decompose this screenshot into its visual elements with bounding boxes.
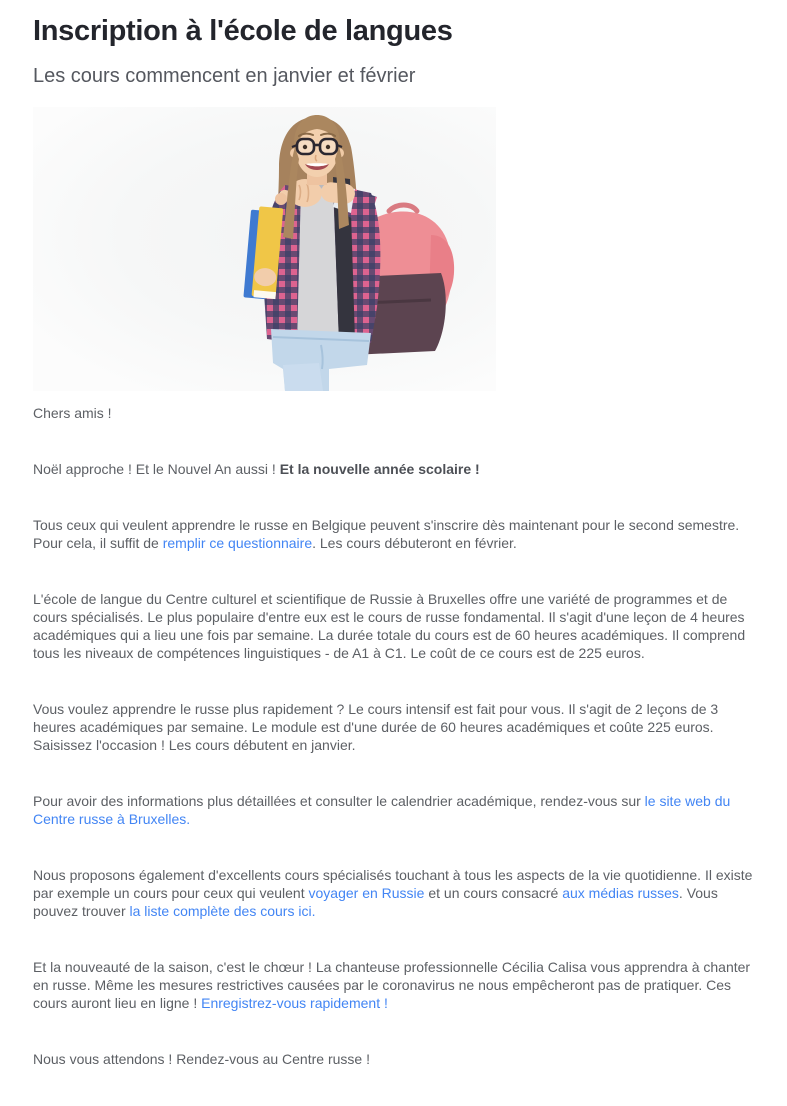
text-run: Chers amis ! [33, 405, 112, 421]
inline-link[interactable]: remplir ce questionnaire [162, 535, 313, 551]
paragraph [33, 792, 754, 828]
article-page [0, 14, 787, 1068]
page-title: Inscription à l'école de langues [33, 15, 453, 47]
text-run: Nous proposons également d'excellents cours spécialisés touchant à tous les aspects de la vie quotidienne. Il existe par exemple un cours pour ceux qui veulent [33, 867, 753, 901]
text-run: Nous vous attendons ! Rendez-vous au Centre russe ! [33, 1051, 370, 1067]
text-run: Vous voulez apprendre le russe plus rapidement ? Le cours intensif est fait pour vous. Il s'agit de 2 leçons de 3 heures académiques par semaine. Le module est d'une durée de 60 heures académiques et coûte 225 euros. Saisissez l'occasion ! Les cours débutent en janvier. [33, 701, 719, 753]
text-run: et un cours consacré [424, 885, 563, 901]
paragraph [33, 958, 754, 1012]
jeans [271, 329, 371, 391]
text-run: Tous ceux qui veulent apprendre le russe en Belgique peuvent s'inscrire dès maintenant pour le second semestre. Pour cela, il suffit de [33, 517, 740, 551]
hero-image [33, 107, 496, 391]
text-run: . Vous pouvez trouver [33, 885, 718, 919]
text-run: Et la nouveauté de la saison, c'est le chœur ! La chanteuse professionnelle Cécilia Calisa vous apprendra à chanter en russe. Même les mesures restrictives causées par le coronavirus ne nous empêcheront pas de pratiquer. Ces cours auront lieu en ligne ! [33, 959, 751, 1011]
paragraph [33, 866, 754, 920]
inline-link[interactable]: le site web du Centre russe à Bruxelles. [33, 793, 731, 827]
text-run: Noël approche ! Et le Nouvel An aussi ! [33, 461, 280, 477]
text-run: L'école de langue du Centre culturel et scientifique de Russie à Bruxelles offre une variété de programmes et de cours spécialisés. Le plus populaire d'entre eux est le cours de russe fondamental. Il s'agit d'une leçon de 4 heures académiques qui a lieu une fois par semaine. La durée totale du cours est de 60 heures académiques. Il comprend tous les niveaux de compétences linguistiques - de A1 à C1. Le coût de ce cours est de 225 euros. [33, 591, 746, 661]
paragraph [33, 700, 754, 754]
eye-left [303, 145, 307, 149]
paragraph [33, 516, 754, 552]
paragraph [33, 460, 754, 478]
inline-link[interactable]: Enregistrez-vous rapidement ! [201, 995, 388, 1011]
paragraph [33, 1050, 754, 1068]
bold-text: Et la nouvelle année scolaire ! [279, 461, 480, 477]
inline-link[interactable]: voyager en Russie [308, 885, 425, 901]
inline-link[interactable]: aux médias russes [562, 885, 679, 901]
inline-link[interactable]: la liste complète des cours ici. [129, 903, 316, 919]
article-body [33, 404, 754, 1068]
text-run: . Les cours débuteront en février. [312, 535, 517, 551]
student-illustration [33, 107, 496, 391]
page-subtitle: Les cours commencent en janvier et février [33, 65, 416, 87]
paragraph [33, 404, 754, 422]
text-run: Pour avoir des informations plus détaillées et consulter le calendrier académique, rendez-vous sur [33, 793, 645, 809]
eye-right [326, 145, 330, 149]
paragraph [33, 590, 754, 662]
